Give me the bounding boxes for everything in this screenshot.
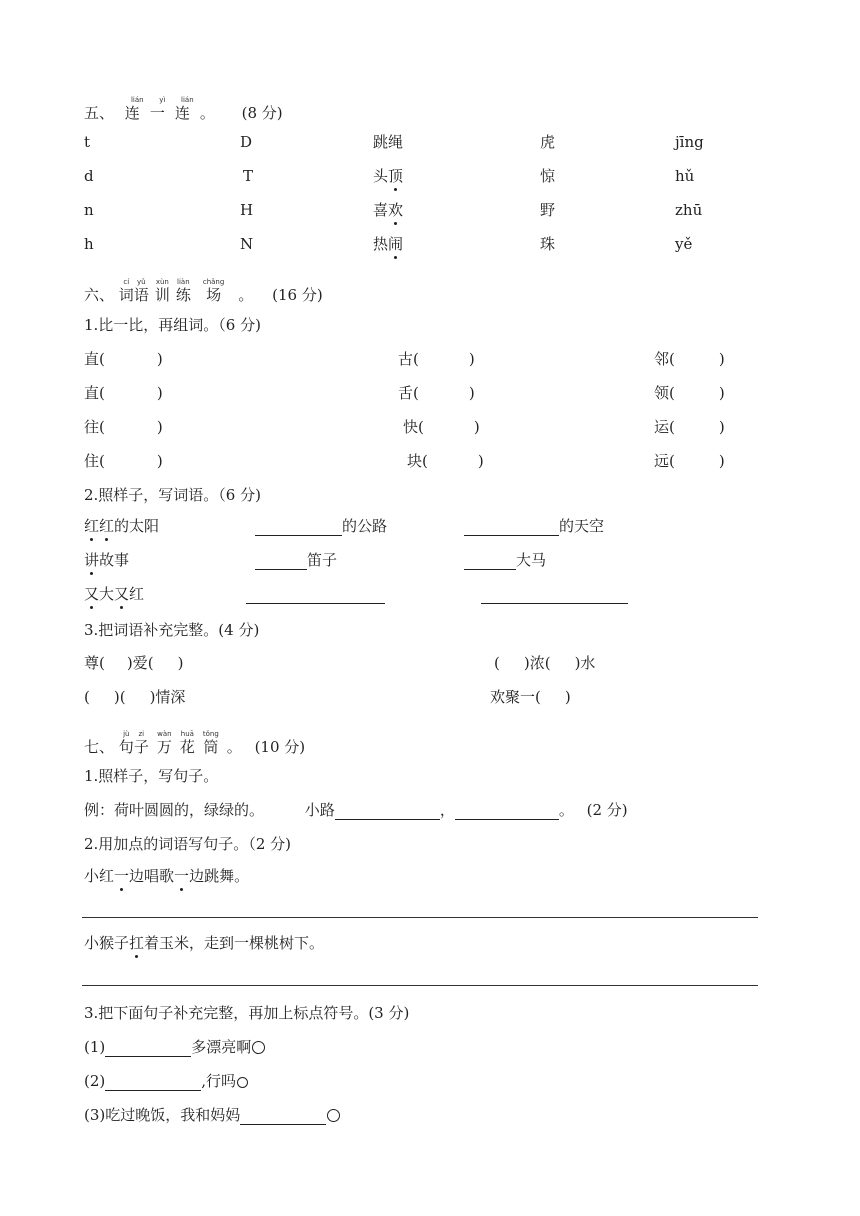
idiom-fill-3: ( )( )情深 (84, 688, 186, 706)
compare-item-3-1: 块( ) (407, 452, 484, 470)
example-phrase-1: 红红的太阳 (84, 517, 160, 535)
blank-line[interactable] (240, 1109, 326, 1125)
blank-line[interactable] (335, 804, 440, 820)
section-5-title: 连lián一yì连lián。 (124, 96, 225, 122)
match-consonant-lower-3: h (84, 235, 94, 253)
match-consonant-lower-0: t (84, 133, 91, 151)
match-pinyin-1: hǔ (675, 167, 695, 185)
section-7-heading (84, 730, 305, 757)
fill-phrase-2b: 大马 (464, 550, 546, 570)
blank-line[interactable] (464, 554, 516, 570)
idiom-fill-4: 欢聚一( ) (490, 688, 571, 706)
compare-item-0-2: 邻( ) (654, 350, 725, 368)
match-pinyin-2: zhū (675, 201, 703, 219)
example-phrase-3: 又大又红 (84, 585, 145, 603)
match-consonant-upper-1: T (243, 167, 254, 185)
match-consonant-lower-2: n (84, 201, 94, 219)
fill-phrase-3b (481, 584, 628, 604)
answer-line-1[interactable] (82, 917, 758, 918)
compare-item-0-1: 古( ) (398, 350, 475, 368)
blank-line[interactable] (246, 588, 385, 604)
fill-phrase-1b: 的天空 (464, 516, 604, 536)
match-consonant-upper-3: N (240, 235, 254, 253)
compare-item-3-2: 远( ) (654, 452, 725, 470)
match-char-3: 珠 (540, 235, 556, 253)
q7-3-item-1: (1) 多漂亮啊 (84, 1037, 265, 1057)
compare-item-2-1: 快( ) (403, 418, 480, 436)
blank-line[interactable] (481, 588, 628, 604)
section-5-score: (8 分) (241, 104, 283, 122)
compare-item-1-1: 舌( ) (398, 384, 475, 402)
compare-item-2-0: 往( ) (84, 418, 163, 436)
blank-line[interactable] (255, 520, 342, 536)
blank-line[interactable] (105, 1041, 191, 1057)
fill-phrase-2a: 笛子 (255, 550, 337, 570)
q7-3-title: 3.把下面句子补充完整，再加上标点符号。(3 分) (84, 1004, 410, 1022)
section-7-score: (10 分) (254, 738, 306, 756)
q6-3-title: 3.把词语补充完整。(4 分) (84, 621, 260, 639)
match-pinyin-3: yě (675, 235, 693, 253)
q6-1-title: 1.比一比，再组词。（6 分) (84, 316, 261, 334)
compare-item-3-0: 住( ) (84, 452, 163, 470)
blank-line[interactable] (255, 554, 307, 570)
compare-item-1-2: 领( ) (654, 384, 725, 402)
fill-phrase-3a (246, 584, 385, 604)
q7-1-example: 例：荷叶圆圆的，绿绿的。 小路 ， 。 (2 分) (84, 801, 628, 819)
compare-item-2-2: 运( ) (654, 418, 725, 436)
q7-2-title: 2.用加点的词语写句子。（2 分) (84, 835, 291, 853)
blank-line[interactable] (105, 1075, 201, 1091)
match-consonant-upper-0: D (240, 133, 253, 151)
blank-line[interactable] (464, 520, 559, 536)
q6-2-title: 2.照样子，写词语。（6 分) (84, 486, 261, 504)
match-word-3: 热闹 (373, 235, 404, 253)
match-word-0: 跳绳 (373, 133, 404, 151)
punctuation-circle[interactable] (237, 1077, 248, 1088)
compare-item-1-0: 直( ) (84, 384, 163, 402)
match-char-2: 野 (540, 201, 556, 219)
section-5-number: 五、 (84, 104, 115, 122)
fill-phrase-1a: 的公路 (255, 516, 387, 536)
q7-2-sentence-1: 小红一边唱歌一边跳舞。 (84, 867, 250, 885)
section-5-heading (84, 96, 283, 123)
match-char-1: 惊 (540, 167, 556, 185)
match-word-1: 头顶 (373, 167, 404, 185)
punctuation-circle[interactable] (327, 1109, 340, 1122)
section-6-heading (84, 278, 323, 305)
q7-2-sentence-2: 小猴子扛着玉米，走到一棵桃树下。 (84, 934, 325, 952)
section-7-title: 句jù子zi万wàn花huā筒tǒng。 (118, 730, 242, 756)
blank-line[interactable] (455, 804, 559, 820)
q7-3-item-3: (3)吃过晚饭，我和妈妈 (84, 1105, 340, 1125)
q7-3-item-2: (2) ,行吗 (84, 1071, 248, 1091)
match-word-2: 喜欢 (373, 201, 404, 219)
match-consonant-lower-1: d (84, 167, 94, 185)
match-consonant-upper-2: H (240, 201, 254, 219)
q7-1-title: 1.照样子，写句子。 (84, 767, 219, 785)
match-pinyin-0: jīng (675, 133, 704, 151)
match-char-0: 虎 (540, 133, 556, 151)
section-6-number: 六、 (84, 286, 115, 304)
idiom-fill-2: ( )浓( )水 (494, 654, 596, 672)
punctuation-circle[interactable] (252, 1041, 265, 1054)
idiom-fill-1: 尊( )爱( ) (84, 654, 184, 672)
section-6-title: 词cí语yǔ训xùn练liàn场chǎng。 (118, 278, 254, 304)
compare-item-0-0: 直( ) (84, 350, 163, 368)
section-7-number: 七、 (84, 738, 115, 756)
example-phrase-2: 讲故事 (84, 551, 130, 569)
answer-line-2[interactable] (82, 985, 758, 986)
section-6-score: (16 分) (272, 286, 323, 304)
